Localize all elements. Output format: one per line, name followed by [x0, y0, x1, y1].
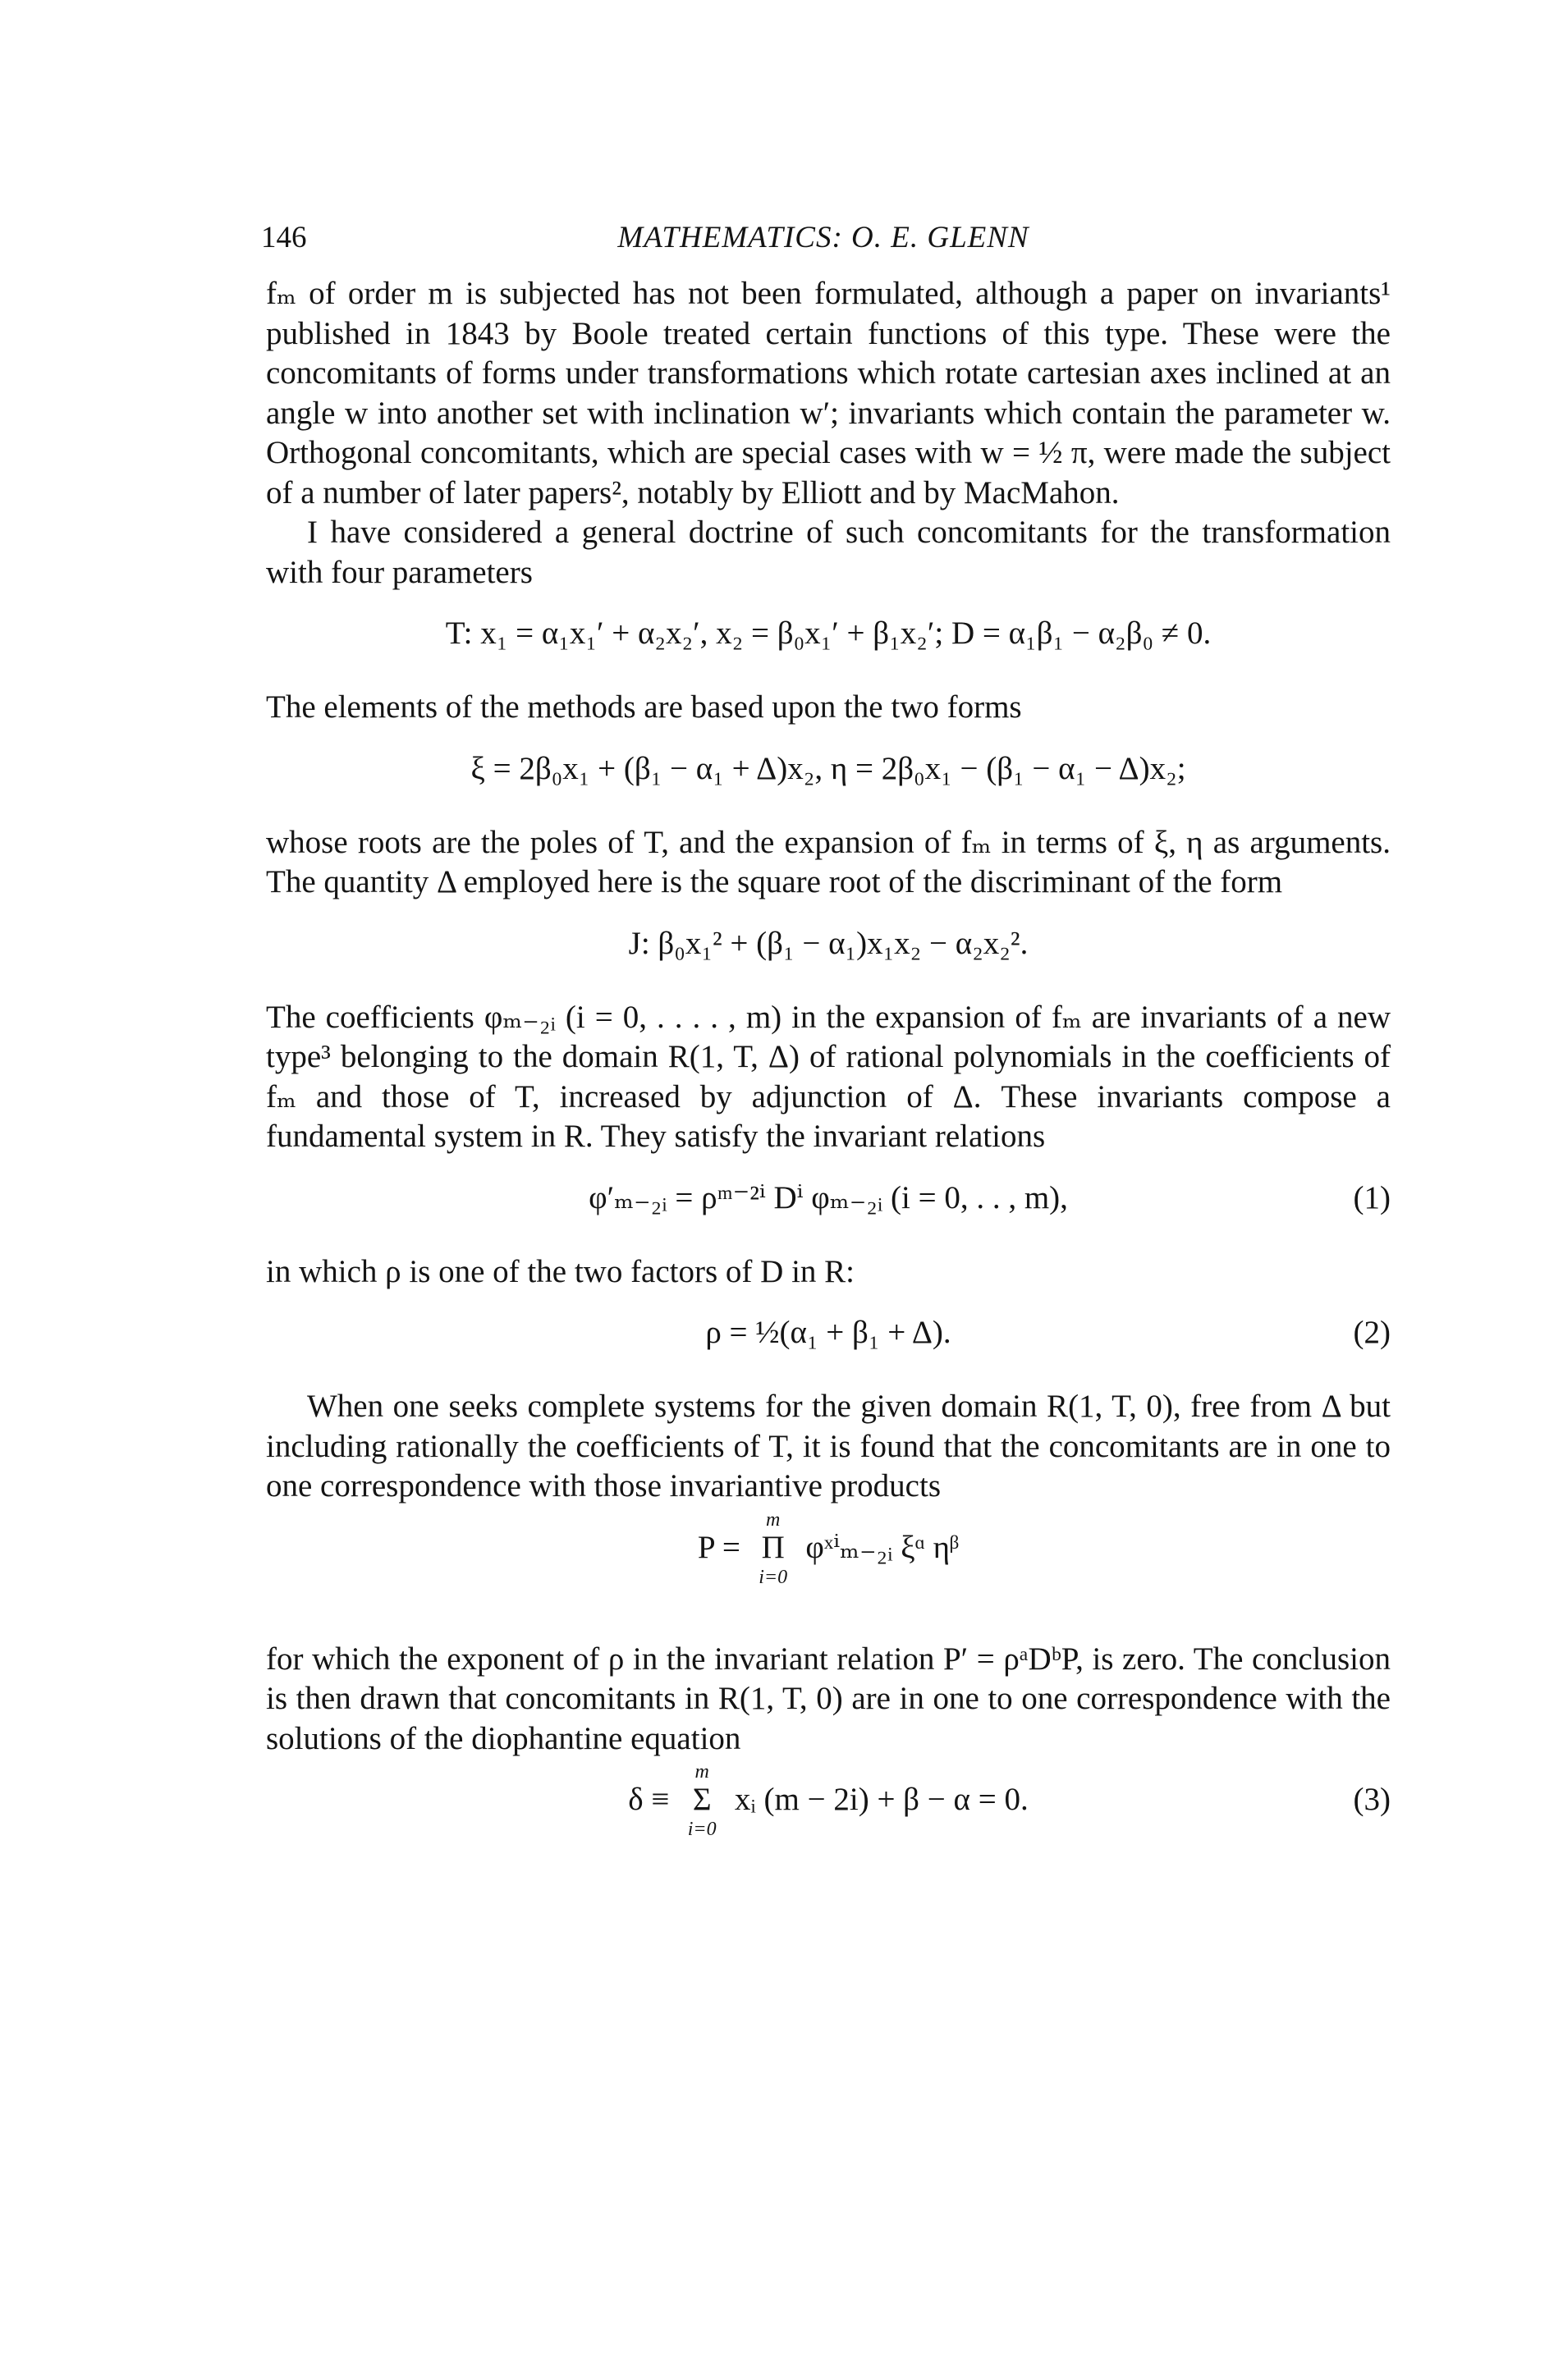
equation-J-text: J: β₀x₁² + (β₁ − α₁)x₁x₂ − α₂x₂². [628, 925, 1029, 961]
sum-lower-limit: i=0 [687, 1819, 717, 1840]
equation-3-rhs: xᵢ (m − 2i) + β − α = 0. [734, 1782, 1029, 1817]
equation-transformation [266, 614, 1391, 666]
equation-J [266, 924, 1391, 977]
equation-1-text: φ′ₘ₋₂ᵢ = ρᵐ⁻²ⁱ Dⁱ φₘ₋₂ᵢ (i = 0, . . , m), [589, 1179, 1068, 1215]
equation-3-lhs: δ ≡ [628, 1782, 670, 1817]
equation-forms [266, 749, 1391, 802]
product-upper-limit: m [766, 1508, 781, 1531]
paragraph-2: I have considered a general doctrine of such concomitants for the transformation with four parameters [266, 515, 1391, 590]
paragraph-1: fₘ of order m is subjected has not been formulated, although a paper on invariants¹ published in 1843 by Boole treated certain functions of this type. These were the concomitants of forms under transformations which rotate cartesian axes inclined at an angle w into another set with inclination w′; invariants which contain the parameter w. Orthogonal concomitants, which are special cases with w = ½ π, were made the subject of a number of later papers², notably by Elliott and by MacMahon. [266, 276, 1391, 510]
paragraph-5: The coefficients φₘ₋₂ᵢ (i = 0, . . . . , m) in the expansion of fₘ are invariants of a new type³ belonging to the domain R(1, T, Δ) of rational polynomials in the coefficients of fₘ and those of T, increased by adjunction of Δ. These invariants compose a fundamental system in R. They satisfy the invariant relations [266, 999, 1391, 1154]
page-header [261, 220, 1386, 261]
article-body [266, 274, 1391, 1892]
equation-1 [266, 1179, 1391, 1231]
product-symbol: Π [761, 1529, 785, 1565]
equation-2 [266, 1313, 1391, 1366]
equation-3-expr [628, 1761, 1029, 1840]
paragraph-6: in which ρ is one of the two factors of D in R: [266, 1253, 855, 1289]
running-head: MATHEMATICS: O. E. GLENN [617, 221, 1029, 254]
product-operator [749, 1508, 798, 1588]
equation-P-expr [697, 1508, 960, 1588]
equation-P [266, 1508, 1391, 1618]
equation-3-number: (3) [1353, 1782, 1391, 1817]
paragraph-8: for which the exponent of ρ in the invariant relation P′ = ρᵃDᵇP, is zero. The conclusion is then drawn that concomitants in R(1, T, 0) are in one to one correspondence with the solutions of the diophantine equation [266, 1641, 1391, 1756]
equation-P-lhs: P = [697, 1529, 740, 1565]
equation-1-number: (1) [1353, 1179, 1391, 1215]
sum-operator [677, 1761, 726, 1840]
sum-symbol: Σ [692, 1782, 712, 1817]
equation-3 [266, 1761, 1391, 1870]
equation-forms-text: ξ = 2β₀x₁ + (β₁ − α₁ + Δ)x₂, η = 2β₀x₁ − (β₁ − α₁ − Δ)x₂; [470, 750, 1186, 786]
paragraph-4: whose roots are the poles of T, and the expansion of fₘ in terms of ξ, η as arguments. The quantity Δ employed here is the square root of the discriminant of the form [266, 824, 1391, 899]
paragraph-3: The elements of the methods are based upon the two forms [266, 689, 1022, 725]
page-number: 146 [261, 221, 307, 254]
sum-upper-limit: m [694, 1761, 709, 1783]
equation-P-rhs: φˣⁱₘ₋₂ᵢ ξᵅ ηᵝ [805, 1529, 960, 1565]
paragraph-7: When one seeks complete systems for the given domain R(1, T, 0), free from Δ but including rationally the coefficients of T, it is found that the concomitants are in one to one correspondence with those invariantive products [266, 1389, 1391, 1504]
equation-transformation-text: T: x₁ = α₁x₁′ + α₂x₂′, x₂ = β₀x₁′ + β₁x₂′; D = α₁β₁ − α₂β₀ ≠ 0. [445, 616, 1212, 651]
equation-2-number: (2) [1353, 1315, 1391, 1350]
product-lower-limit: i=0 [759, 1566, 788, 1588]
equation-2-text: ρ = ½(α₁ + β₁ + Δ). [705, 1315, 951, 1350]
